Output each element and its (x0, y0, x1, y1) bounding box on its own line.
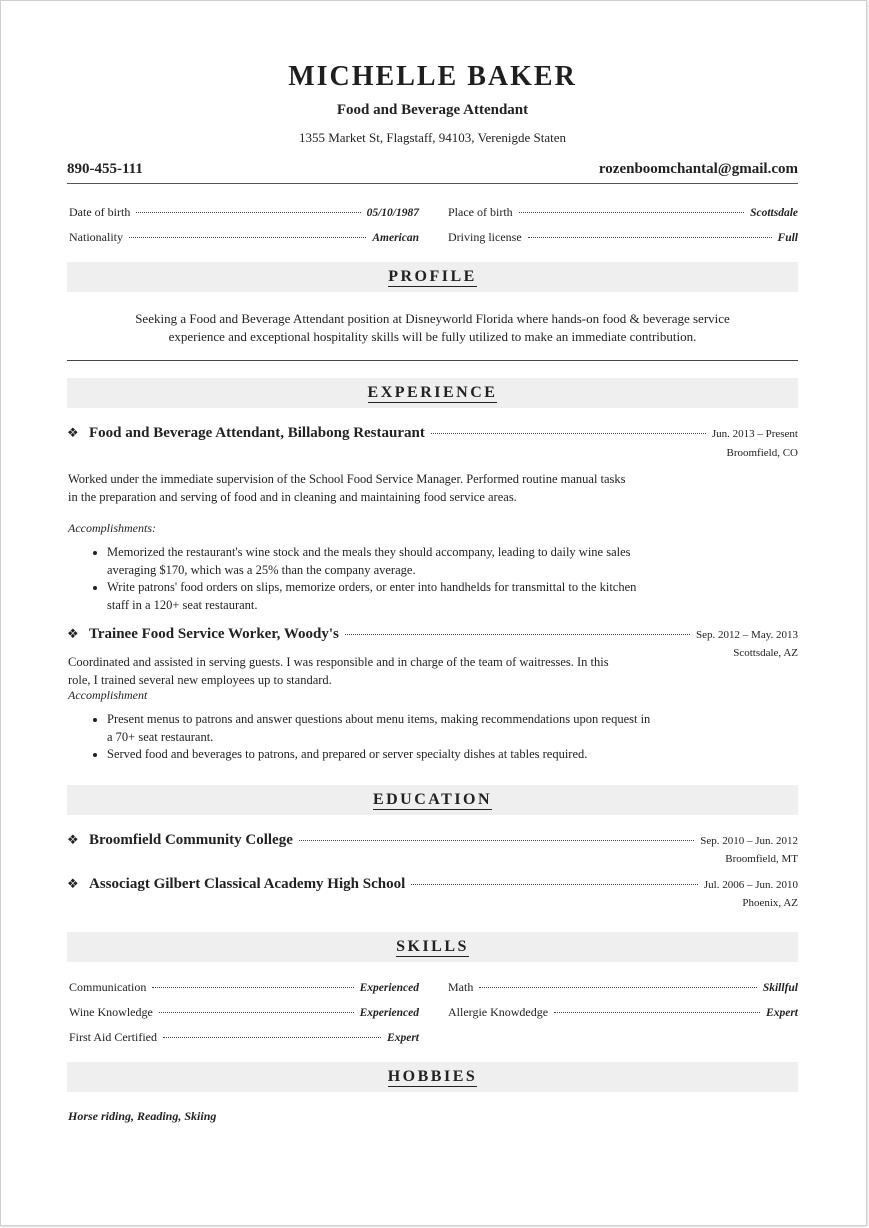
job-description: Coordinated and assisted in serving guests. I was responsible and in charge of the team of waitresses. In this role, I trained several new employees up to standard. (68, 655, 609, 687)
skill-item: Communication Experienced (69, 980, 419, 994)
section-header-experience: EXPERIENCE (67, 378, 798, 408)
accomplishments-list (89, 544, 652, 614)
job-dates: Jun. 2013 – Present (711, 428, 798, 440)
section-header-hobbies: HOBBIES (67, 1062, 798, 1092)
job-role: Food and Beverage Attendant, Billabong Restaurant (89, 425, 425, 441)
diamond-cluster-icon: ❖ (67, 832, 79, 847)
personal-item: Place of birth Scottsdale (448, 205, 798, 219)
experience-entry-header (67, 626, 798, 646)
job-role: Trainee Food Service Worker, Woody's (89, 626, 339, 642)
personal-item: Nationality American (69, 230, 419, 244)
candidate-name: MICHELLE BAKER (288, 61, 577, 92)
skill-item: Allergie Knowdedge Expert (448, 1005, 798, 1019)
list-item: • Memorized the restaurant's wine stock and the meals they should accompany, leading to daily wine sales averaging $170, which was a 25% than the company average. (107, 544, 652, 579)
section-header-skills: SKILLS (67, 932, 798, 962)
diamond-cluster-icon: ❖ (67, 425, 79, 440)
email-address: rozenboomchantal@gmail.com (598, 161, 798, 177)
school-name: Associagt Gilbert Classical Academy High School (89, 876, 406, 892)
job-description: Worked under the immediate supervision of the School Food Service Manager. Performed routine manual tasks in the preparation and serving of food and in cleaning and maintaining food service areas. (68, 472, 626, 504)
experience-entry-header (67, 425, 798, 445)
section-header-profile: PROFILE (67, 262, 798, 292)
personal-item: Date of birth 05/10/1987 (69, 205, 419, 219)
accomplishments-label: Accomplishment (68, 688, 148, 702)
education-entry-header (67, 876, 798, 896)
personal-item: Driving license Full (448, 230, 798, 244)
skill-item: Wine Knowledge Experienced (69, 1005, 419, 1019)
skill-item: Math Skillful (448, 980, 798, 994)
job-location: Scottsdale, AZ (733, 647, 798, 659)
skill-item: First Aid Certified Expert (69, 1030, 419, 1044)
accomplishments-label: Accomplishments: (68, 521, 156, 535)
section-header-education: EDUCATION (67, 785, 798, 815)
candidate-title: Food and Beverage Attendant (336, 102, 529, 118)
education-entry-header (67, 832, 798, 852)
contact-row (67, 161, 798, 184)
list-item: • Present menus to patrons and answer questions about menu items, making recommendations upon request in a 70+ seat restaurant. (107, 711, 652, 746)
list-item: • Served food and beverages to patrons, and prepared or server specialty dishes at tables required. (107, 746, 652, 764)
accomplishments-list (89, 711, 652, 764)
divider (67, 360, 798, 361)
phone-number: 890-455-111 (67, 161, 143, 177)
job-location: Broomfield, CO (726, 447, 798, 459)
candidate-address: 1355 Market St, Flagstaff, 94103, Verenigde Staten (298, 130, 567, 145)
hobbies-list: Horse riding, Reading, Skiing (68, 1109, 217, 1123)
diamond-cluster-icon: ❖ (67, 626, 79, 641)
list-item: • Write patrons' food orders on slips, memorize orders, or enter into handhelds for transmittal to the kitchen staff in a 120+ seat restaurant. (107, 579, 652, 614)
school-name: Broomfield Community College (89, 832, 293, 848)
education-location: Phoenix, AZ (742, 897, 798, 909)
job-dates: Sep. 2012 – May. 2013 (696, 629, 798, 641)
education-dates: Sep. 2010 – Jun. 2012 (700, 835, 798, 847)
education-dates: Jul. 2006 – Jun. 2010 (703, 879, 798, 891)
diamond-cluster-icon: ❖ (67, 876, 79, 891)
profile-summary: Seeking a Food and Beverage Attendant position at Disneyworld Florida where hands-on food & beverage service experience and exceptional hospitality skills will be fully utilized to make an immediate contribution. (135, 311, 730, 344)
education-location: Broomfield, MT (725, 853, 798, 865)
